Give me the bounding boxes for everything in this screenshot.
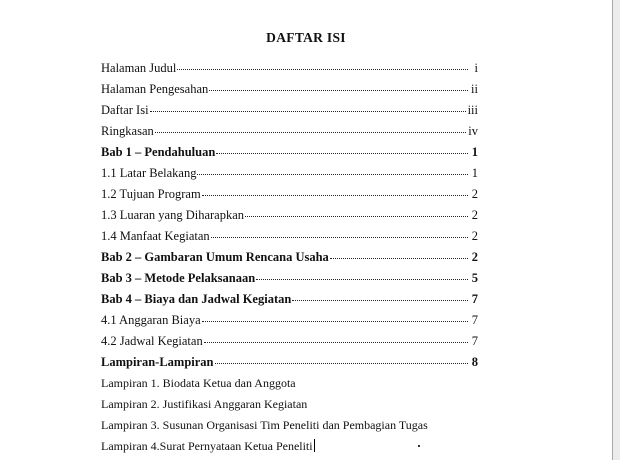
toc-chapter-entry [101,289,478,310]
dot-leader [216,152,468,154]
dot-leader [177,68,468,70]
toc-entry [101,205,478,226]
toc-entry-page: 7 [471,292,478,306]
dot-leader [150,110,466,112]
dot-leader [202,320,468,322]
appendix-item: Lampiran 3. Susunan Organisasi Tim Peneliti dan Pembagian Tugas [101,418,428,432]
window-edge [613,0,620,460]
toc-chapter-entry [101,352,478,373]
toc-entry-label: Halaman Judul [101,61,177,75]
stray-mark [418,445,420,447]
dot-leader [245,215,468,217]
toc-entry [101,79,478,100]
toc-entry-page: i [474,61,478,75]
toc-entry-label: 1.4 Manfaat Kegiatan [101,229,210,243]
toc-entry-label: Bab 2 – Gambaran Umum Rencana Usaha [101,250,329,264]
dot-leader [330,257,468,259]
dot-leader [209,89,468,91]
dot-leader [292,299,468,301]
toc-entry-page: 5 [471,271,478,285]
toc-entry-label: Lampiran-Lampiran [101,355,214,369]
toc-entry-page: 2 [471,208,478,222]
toc-entry-label: Halaman Pengesahan [101,82,209,96]
appendix-item-text: Lampiran 4.Surat Pernyataan Ketua Peneliti [101,439,313,453]
appendix-item-with-cursor [101,436,501,457]
toc-entry-page: 7 [471,313,478,327]
toc-entry-label: 4.2 Jadwal Kegiatan [101,334,203,348]
dot-leader [256,278,468,280]
page-title: DAFTAR ISI [266,30,346,45]
dot-leader [211,236,468,238]
toc-entry-label: Bab 3 – Metode Pelaksanaan [101,271,256,285]
toc-entry-page: 1 [471,166,478,180]
toc-entry-label: Bab 1 – Pendahuluan [101,145,216,159]
toc-entry-label: 4.1 Anggaran Biaya [101,313,201,327]
appendix-item: Lampiran 2. Justifikasi Anggaran Kegiatan [101,397,308,411]
toc-entry-page: 2 [471,229,478,243]
table-of-contents [101,58,478,373]
toc-entry [101,121,478,142]
toc-entry [101,310,478,331]
toc-chapter-entry [101,247,478,268]
toc-entry [101,58,478,79]
toc-entry-page: 7 [471,334,478,348]
toc-entry-page: iii [467,103,478,117]
toc-entry-page: 2 [471,187,478,201]
dot-leader [215,362,468,364]
toc-entry-label: 1.1 Latar Belakang [101,166,197,180]
toc-entry-label: Daftar Isi [101,103,149,117]
toc-chapter-entry [101,268,478,289]
text-cursor [314,439,315,452]
appendix-item: Lampiran 1. Biodata Ketua dan Anggota [101,376,296,390]
toc-entry [101,184,478,205]
toc-entry-page: 8 [471,355,478,369]
toc-entry [101,100,478,121]
dot-leader [204,341,468,343]
toc-chapter-entry [101,142,478,163]
dot-leader [197,173,468,175]
toc-entry [101,226,478,247]
toc-entry-page: iv [468,124,478,138]
toc-entry-page: ii [471,82,478,96]
appendix-list [101,373,501,457]
toc-entry-label: Bab 4 – Biaya dan Jadwal Kegiatan [101,292,292,306]
toc-entry-page: 2 [471,250,478,264]
toc-entry [101,163,478,184]
dot-leader [155,131,466,133]
dot-leader [202,194,468,196]
toc-entry [101,331,478,352]
toc-entry-label: 1.2 Tujuan Program [101,187,201,201]
toc-entry-page: 1 [471,145,478,159]
toc-entry-label: 1.3 Luaran yang Diharapkan [101,208,244,222]
toc-entry-label: Ringkasan [101,124,154,138]
